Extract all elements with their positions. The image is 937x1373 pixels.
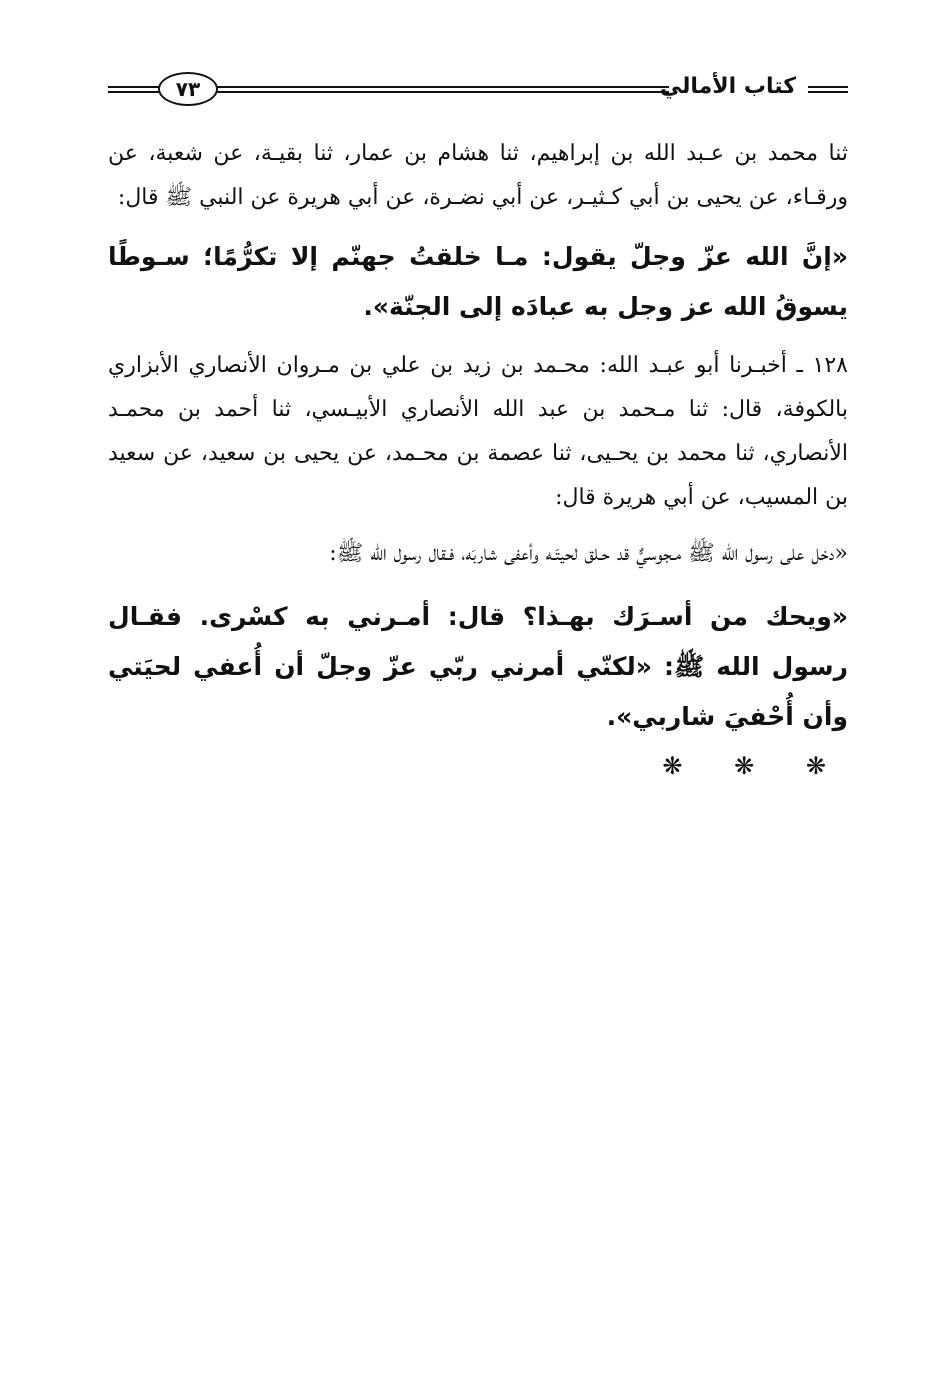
narration-paragraph: «دخل على رسول الله ﷺ مـجوسيٌّ قد حـلق لحيتَـه وأعفى شاربَه، فـقال رسول الله ﷺ: (329, 541, 848, 566)
hadith-text-1: «إنَّ الله عزّ وجلّ يقول: مـا خلقتُ جهنّم إلا تكرُّمًا؛ سـوطًا يسوقُ الله عز وجل به عبادَه إلى الجنّة». (108, 242, 848, 321)
isnad-paragraph-128: ١٢٨ ـ أخبـرنا أبو عبـد الله: محـمد بن زيد بن علي بن مـروان الأنصاري الأبزاري بالكوفة، قال: ثنا مـحمد بن عبد الله الأنصاري الأبيـسي، ثنا أحمد بن محمـد الأنصاري، ثنا محمد بن يحـيى، ثنا عصمة بن محـمد، عن يحيى بن سعيد، عن سعيد بن المسيب، عن أبي هريرة قال: (108, 353, 848, 510)
section-separator: ❋ ❋ ❋ (662, 752, 848, 780)
page-body (108, 132, 848, 780)
book-title: كتاب الأمالي (659, 74, 796, 99)
isnad-paragraph-1: ثنا محمد بن عـبد الله بن إبراهيم، ثنا هشام بن عمار، ثنا بقيـة، عن شعبة، عن ورقـاء، عن يحيى بن أبي كـثيـر، عن أبي نضـرة، عن أبي هريرة عن النبي ﷺ قال: (108, 141, 848, 210)
page-number: ٧٣ (158, 72, 218, 106)
header-rule-left (108, 86, 160, 93)
header-rule-middle (214, 86, 669, 93)
page-header (108, 68, 848, 120)
header-rule-right (808, 86, 848, 93)
hadith-text-2: «ويحك من أسـرَك بهـذا؟ قال: أمـرني به كسْرى. فقـال رسول الله ﷺ: «لكنّي أمرني ربّي عزّ وجلّ أن أُعفي لحيَتي وأن أُحْفيَ شاربي». (108, 602, 848, 731)
